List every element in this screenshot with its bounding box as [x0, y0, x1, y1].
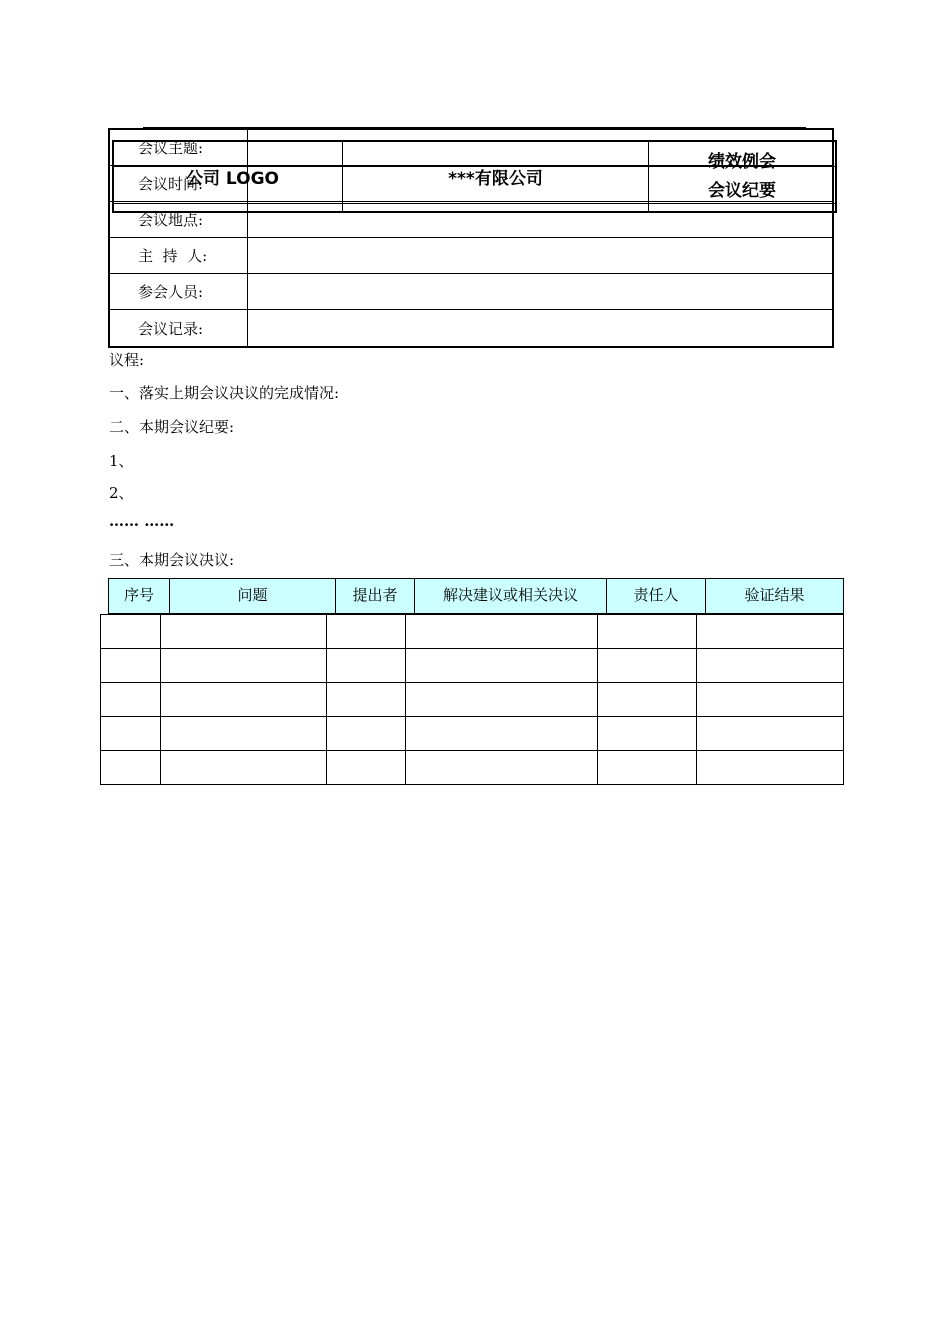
info-label-minutes: 会议记录: [110, 310, 248, 346]
table-cell[interactable] [406, 683, 598, 716]
header-cell-number: 序号 [109, 579, 170, 613]
table-cell[interactable] [327, 683, 406, 716]
table-cell[interactable] [101, 717, 161, 750]
info-row-host [110, 238, 832, 274]
company-logo-cell [114, 142, 343, 211]
header-gridline [114, 203, 342, 204]
minutes-ellipsis: …… …… [109, 512, 175, 530]
document-title-line2: 会议纪要 [708, 180, 776, 201]
table-cell[interactable] [406, 615, 598, 648]
table-row [101, 649, 844, 683]
info-value-minutes[interactable] [248, 310, 832, 346]
table-cell[interactable] [101, 649, 161, 682]
info-label-location: 会议地点: [110, 202, 248, 237]
header-cell-proposer: 提出者 [336, 579, 415, 613]
table-cell[interactable] [161, 649, 327, 682]
table-cell[interactable] [697, 717, 844, 750]
table-cell[interactable] [697, 683, 844, 716]
minutes-item-1: 1、 [109, 452, 134, 470]
company-name-cell [343, 142, 649, 211]
table-cell[interactable] [697, 615, 844, 648]
header-gridline [343, 203, 648, 204]
table-cell[interactable] [406, 717, 598, 750]
table-cell[interactable] [598, 717, 697, 750]
resolutions-table-body [100, 614, 844, 785]
table-cell[interactable] [327, 649, 406, 682]
header-cell-issue: 问题 [170, 579, 336, 613]
table-cell[interactable] [697, 649, 844, 682]
table-cell[interactable] [327, 615, 406, 648]
table-cell[interactable] [598, 751, 697, 784]
table-cell[interactable] [327, 717, 406, 750]
document-title-line1: 绩效例会 [708, 151, 776, 172]
table-cell[interactable] [697, 751, 844, 784]
document-title-cell [649, 142, 835, 211]
document-header [112, 140, 837, 213]
table-cell[interactable] [101, 751, 161, 784]
agenda-heading: 议程: [109, 351, 145, 369]
section-current-minutes: 二、本期会议纪要: [109, 418, 235, 436]
table-cell[interactable] [406, 649, 598, 682]
section-current-resolutions: 三、本期会议决议: [109, 551, 235, 569]
header-cell-resolution: 解决建议或相关决议 [415, 579, 607, 613]
company-name: ***有限公司 [448, 169, 543, 189]
table-cell[interactable] [598, 615, 697, 648]
section-previous-resolutions: 一、落实上期会议决议的完成情况: [109, 384, 340, 402]
table-cell[interactable] [598, 683, 697, 716]
company-logo-text: 公司 LOGO [186, 169, 280, 189]
table-cell[interactable] [327, 751, 406, 784]
info-row-attendees [110, 274, 832, 310]
header-cell-verification: 验证结果 [744, 586, 805, 604]
info-label-topic: 会议主题: [110, 130, 248, 165]
table-cell[interactable] [161, 717, 327, 750]
table-cell[interactable] [161, 615, 327, 648]
table-row [101, 751, 844, 785]
info-value-attendees[interactable] [248, 274, 832, 309]
info-row-minutes [110, 310, 832, 346]
table-row [101, 717, 844, 751]
info-label-time: 会议时间: [110, 166, 248, 201]
table-cell[interactable] [161, 683, 327, 716]
table-cell[interactable] [101, 683, 161, 716]
info-value-host[interactable] [248, 238, 832, 273]
minutes-item-2: 2、 [109, 484, 134, 502]
table-cell[interactable] [101, 615, 161, 648]
table-cell[interactable] [598, 649, 697, 682]
header-cell-owner: 责任人 [607, 579, 706, 613]
info-label-attendees: 参会人员: [110, 274, 248, 309]
table-cell[interactable] [406, 751, 598, 784]
table-row [101, 615, 844, 649]
table-cell[interactable] [161, 751, 327, 784]
info-label-host: 主 持 人: [110, 238, 248, 273]
resolutions-table-header [108, 578, 844, 614]
table-row [101, 683, 844, 717]
